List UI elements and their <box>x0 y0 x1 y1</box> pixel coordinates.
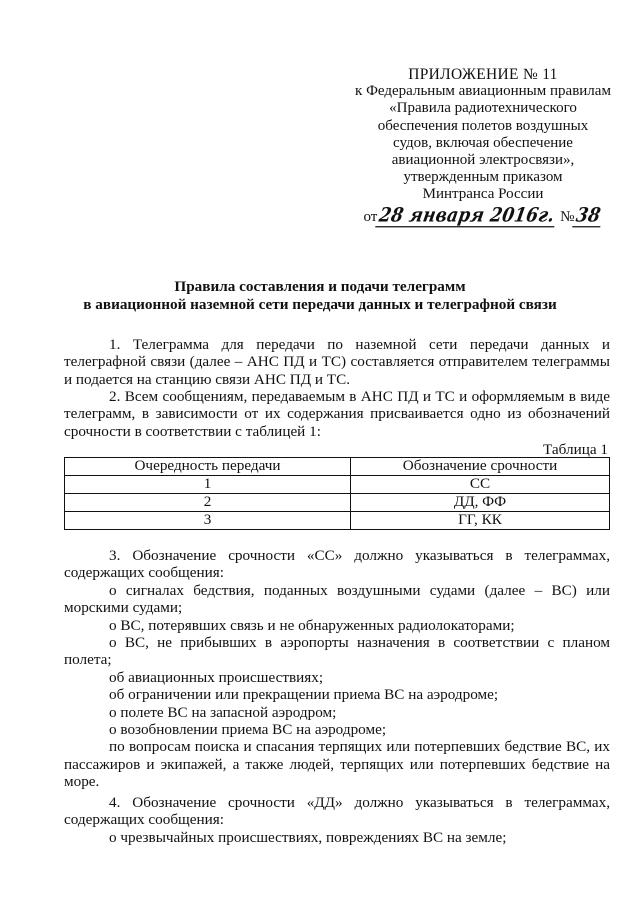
paragraph-text: 1. Телеграмма для передачи по наземной сети передачи данных и телеграфной связи (далее – АНС ПД и ТС) составляется отправителем телеграммы и подается на станцию связи АНС ПД и ТС. <box>64 336 610 388</box>
section-intro: 4. Обозначение срочности «ДД» должно указываться в телеграммах, содержащих сообщения: <box>64 794 610 829</box>
section-4 <box>64 794 610 846</box>
appendix-line: «Правила радиотехнического <box>389 100 577 117</box>
column-header: Очередность передачи <box>65 458 351 476</box>
table-row <box>65 512 610 530</box>
appendix-line: судов, включая обеспечение <box>393 134 573 151</box>
title-line-1: Правила составления и подачи телеграмм <box>174 278 466 295</box>
section-3 <box>64 547 610 791</box>
list-item: о чрезвычайных происшествиях, повреждениях ВС на земле; <box>109 828 507 846</box>
date-prefix: от <box>363 208 378 225</box>
appendix-line: обеспечения полетов воздушных <box>377 117 589 134</box>
table-caption: Таблица 1 <box>543 441 608 458</box>
list-item: о возобновлении приема ВС на аэродроме; <box>109 721 387 739</box>
table-cell: 3 <box>65 512 351 530</box>
table-cell: 2 <box>65 494 351 512</box>
urgency-table <box>64 457 610 530</box>
list-item: об авиационных происшествиях; <box>109 668 324 686</box>
title-line-2: в авиационной наземной сети передачи данных и телеграфной связи <box>83 295 557 313</box>
table-row <box>65 476 610 494</box>
handwritten-number: 38 <box>573 206 605 227</box>
handwritten-date: 28 января 2016г. <box>376 206 559 227</box>
appendix-title: ПРИЛОЖЕНИЕ № 11 <box>408 66 558 83</box>
table-cell: 1 <box>65 476 351 494</box>
table-cell: ГГ, КК <box>351 512 610 530</box>
list-item: о сигналах бедствия, поданных воздушными судами (далее – ВС) или морскими судами; <box>64 581 610 617</box>
appendix-line: Минтранса России <box>422 186 544 203</box>
column-header: Обозначение срочности <box>351 458 610 476</box>
order-date-line <box>338 203 628 227</box>
section-intro: 3. Обозначение срочности «СС» должно указываться в телеграммах, содержащих сообщения: <box>64 547 610 582</box>
appendix-line: авиационной электросвязи», <box>391 152 575 169</box>
paragraph-text: 2. Всем сообщениям, передаваемым в АНС ПД и ТС и оформляемым в виде телеграмм, в зависимости от их содержания присваивается одно из обозначений срочности в соответствии с таблицей 1: <box>64 388 610 440</box>
table-row <box>65 494 610 512</box>
appendix-header <box>338 66 628 226</box>
list-item: об ограничении или прекращении приема ВС на аэродроме; <box>109 686 499 704</box>
paragraph-2 <box>64 388 610 440</box>
table-cell: СС <box>351 476 610 494</box>
paragraph-1 <box>64 336 610 388</box>
table-header-row <box>65 458 610 476</box>
appendix-line: утвержденным приказом <box>403 169 563 186</box>
table-cell: ДД, ФФ <box>351 494 610 512</box>
list-item: по вопросам поиска и спасания терпящих или потерпевших бедствие ВС, их пассажиров и экипажей, а также людей, терпящих или потерпевших бедствие на море. <box>64 738 610 791</box>
list-item: о полете ВС на запасной аэродром; <box>109 703 337 721</box>
list-item: о ВС, не прибывших в аэропорты назначения в соответствии с планом полета; <box>64 634 610 669</box>
document-title <box>40 278 600 313</box>
appendix-line: к Федеральным авиационным правилам <box>355 83 611 100</box>
list-item: о ВС, потерявших связь и не обнаруженных радиолокаторами; <box>109 616 515 634</box>
number-prefix: № <box>560 208 575 225</box>
